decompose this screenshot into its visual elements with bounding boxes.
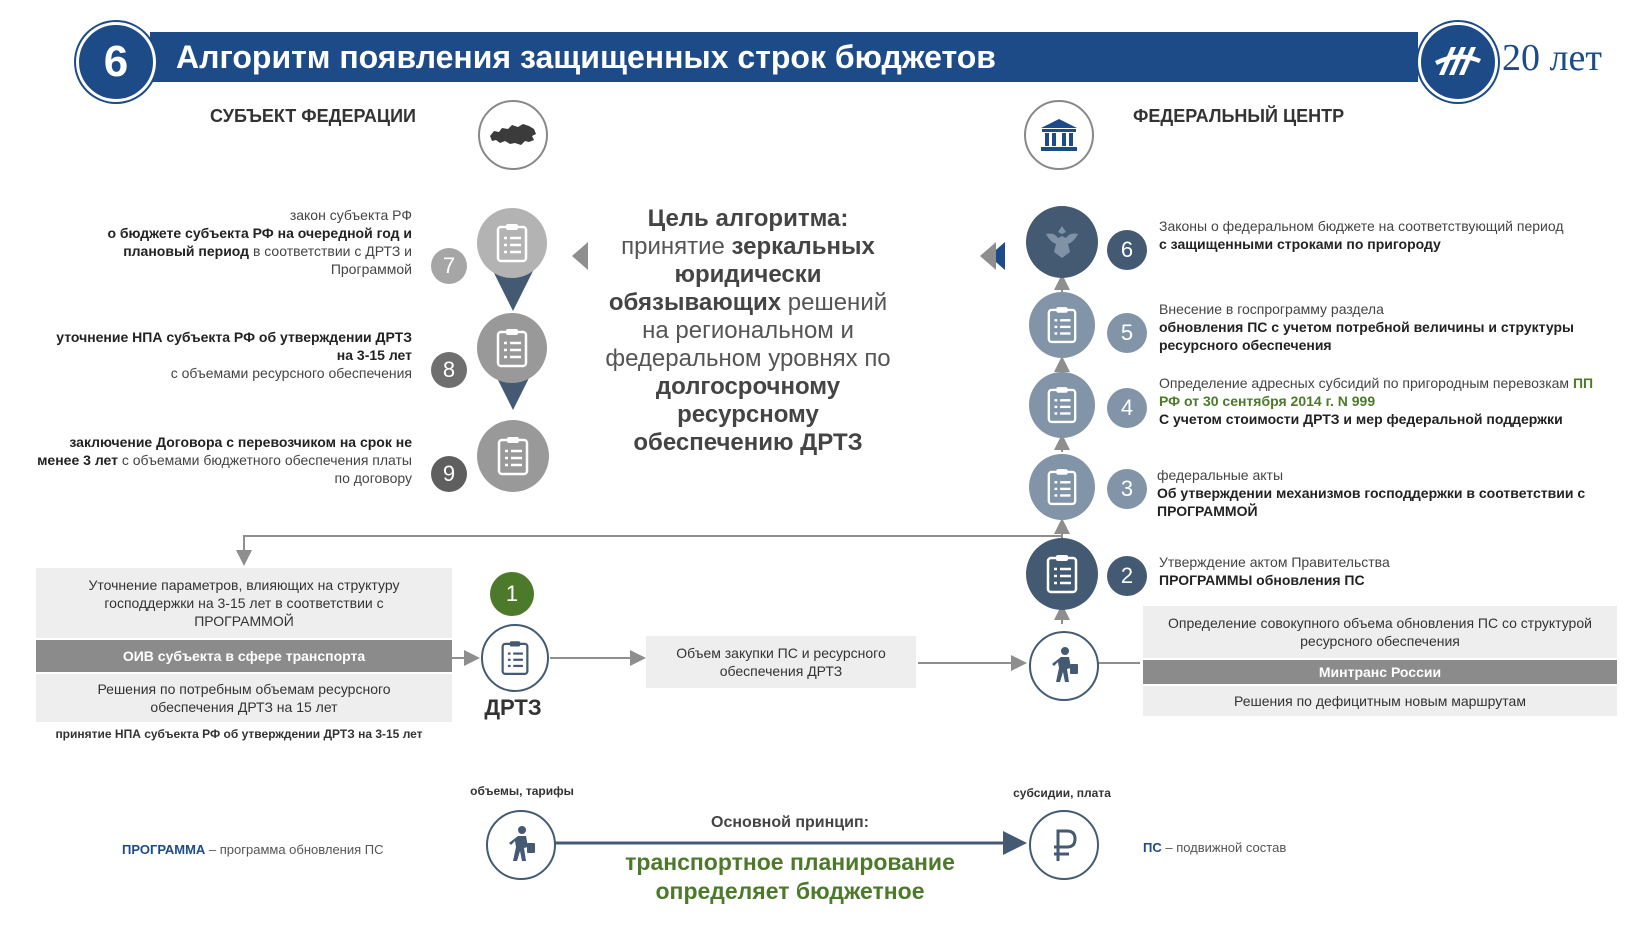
passenger-walking-icon — [1029, 631, 1099, 701]
step-2-badge: 2 — [1107, 556, 1147, 596]
step-9-badge: 9 — [431, 456, 467, 492]
drtz-document-icon — [481, 624, 549, 692]
step-9-icon — [477, 420, 549, 492]
oiv-note: принятие НПА субъекта РФ об утверждении ДРТЗ на 3-15 лет — [55, 727, 423, 741]
step-2-icon — [1026, 538, 1098, 610]
step-2-text: Утверждение актом Правительства ПРОГРАММЫ обновления ПС — [1159, 554, 1390, 588]
mintrans-bar: Минтранс России — [1143, 660, 1617, 684]
principle-text: транспортное планирование определяет бюджетное — [625, 849, 955, 904]
step-3-icon — [1029, 454, 1095, 520]
mintrans-bottom-box: Решения по дефицитным новым маршрутам — [1143, 686, 1617, 716]
step-8-text: уточнение НПА субъекта РФ об утверждении ДРТЗ на 3-15 лет с объемами ресурсного обеспечения — [56, 329, 412, 381]
step-5-icon — [1029, 292, 1095, 358]
step-5-badge: 5 — [1107, 313, 1147, 353]
step-7-icon — [477, 208, 547, 278]
step-7-badge: 7 — [431, 248, 467, 284]
purchase-volume-box: Объем закупки ПС и ресурсного обеспечения ДРТЗ — [646, 636, 916, 688]
step-4-text: Определение адресных субсидий по пригородным перевозкам ПП РФ от 30 сентября 2014 г. N 999 С учетом стоимости ДРТЗ и мер федеральной поддержки — [1159, 375, 1594, 427]
step-3-badge: 3 — [1107, 469, 1147, 509]
step-6-emblem-icon — [1026, 206, 1098, 278]
ruble-icon — [1029, 810, 1099, 880]
oiv-bar: ОИВ субъекта в сфере транспорта — [36, 640, 452, 672]
page-title: Алгоритм появления защищенных строк бюджетов — [176, 39, 996, 75]
step-6-text: Законы о федеральном бюджете на соответствующий период с защищенными строками по пригороду — [1159, 218, 1564, 252]
step-1-badge: 1 — [490, 572, 534, 616]
subsidies-payment-label: субсидии, плата — [1013, 786, 1111, 800]
volumes-tariffs-label: объемы, тарифы — [470, 784, 574, 798]
step-9-text: заключение Договора с перевозчиком на срок не менее 3 лет с объемами бюджетного обеспечения платы по договору — [37, 434, 412, 486]
principle-title: Основной принцип: — [711, 814, 869, 831]
step-4-badge: 4 — [1107, 388, 1147, 428]
step-8-badge: 8 — [431, 352, 467, 388]
right-column-title: ФЕДЕРАЛЬНЫЙ ЦЕНТР — [1133, 106, 1345, 126]
logo-text: 20 лет — [1502, 37, 1602, 79]
passenger-walking-icon-2 — [486, 810, 556, 880]
step-4-icon — [1029, 372, 1095, 438]
step-6-badge: 6 — [1107, 230, 1147, 270]
goal-text: Цель алгоритма: принятие зеркальных юридически обязывающих решений на региональном и федеральном уровнях по долгосрочному ресурсному обеспечению ДРТЗ — [605, 205, 891, 456]
legend-ps: ПС – подвижной состав — [1143, 840, 1287, 855]
left-column-title: СУБЪЕКТ ФЕДЕРАЦИИ — [210, 106, 416, 126]
step-8-icon — [477, 313, 547, 383]
legend-programma: ПРОГРАММА – программа обновления ПС — [122, 842, 384, 857]
step-7-text: закон субъекта РФ о бюджете субъекта РФ на очередной год и плановый период в соответствии с ДРТЗ и Программой — [107, 207, 412, 277]
mintrans-top-box: Определение совокупного объема обновления ПС со структурой ресурсного обеспечения — [1143, 606, 1617, 658]
step-3-text: федеральные акты Об утверждении механизмов господдержки в соответствии с ПРОГРАММОЙ — [1157, 467, 1586, 519]
step-5-text: Внесение в госпрограмму раздела обновления ПС с учетом потребной величины и структуры ресурсного обеспечения — [1159, 301, 1574, 353]
oiv-top-box: Уточнение параметров, влияющих на структуру господдержки на 3-15 лет в соответствии с ПРОГРАММОЙ — [36, 568, 452, 638]
oiv-bottom-box: Решения по потребным объемам ресурсного обеспечения ДРТЗ на 15 лет — [36, 674, 452, 722]
slide-number: 6 — [76, 22, 156, 102]
drtz-label: ДРТЗ — [484, 695, 542, 720]
